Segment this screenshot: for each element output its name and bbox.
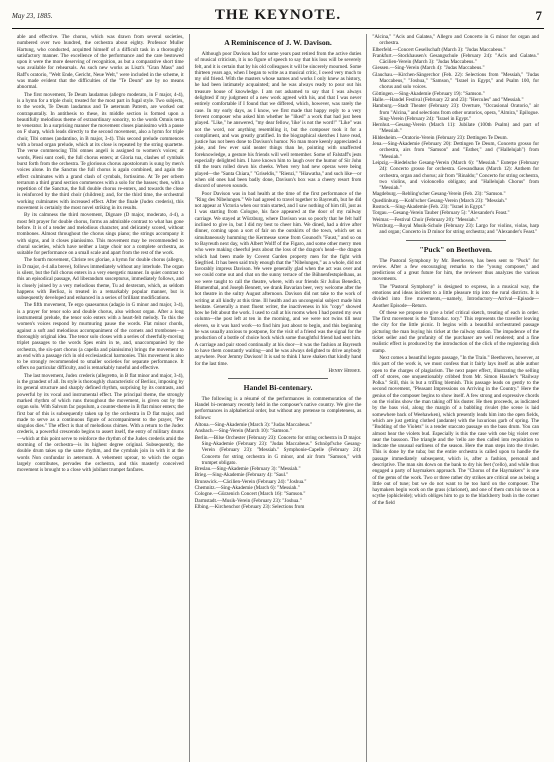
section-divider — [228, 378, 328, 379]
column-middle — [189, 34, 367, 762]
article-paragraph: Although poor Davison had for some years past retired from the active duties of musical criticism, it is no figure of speech to say that his loss will be severely felt, and it is certain that by his old colleagues it will be sincerely mourned. Some thirteen years ago, when I began to write as a musical critic, I owed very much to my old friend. With the masters whose names and works I only knew as history, he had been intimately acquainted; and he was always ready to pour out his treasure house of knowledge. I am not ashamed to say that I was always delighted if my judgment of a new work agreed with his, and that I was never entirely comfortable if I found that we differed, which, however, was rarely the case. In my early days, as I know, we first made that happy reply to a very fervent composer who asked him whether he "liked" a work that had just been played. "Like," he answered, "my dear fellow, 'like' is not the word!" "Like" was not the word, nor anything resembling it, but the composer took it for a compliment, and was greatly gratified. In the biographical sketches I have read, justice has not been done to Davison's humor. No man more keenly appreciated a joke, and few ever said neater things than he, pointing with unaffected foreknowledge, a gesture his friends will well remember. Some of Falstaff's jests especially delighted him. I have known him to laugh over the humor of Sir John till the tears rolled down his cheeks. When very bad new operas were being played—the "Santa Chiara," "Griseldis," "Rienzi," "Hiawatha," and such like—or when old ones had been badly done, Davison's box was a cheery resort from discord of uneven sounds. — [194, 51, 362, 190]
section-divider — [406, 240, 506, 241]
article-intro: The following is a résumé of the performances in commemoration of the Handel bi-centenary recently held in the composer's native country. We give the performances in alphabetical order, but without any pretense to completeness, as follows: — [194, 395, 362, 421]
author-signature: Henry Hersee. — [328, 367, 362, 374]
list-item: Elberfeld.—Concert Gesellschaft (March 3): "Judas Maccabeus." — [372, 46, 506, 53]
list-item: Hamburg.—Stadt Theater (February 23): Overture, "Occasional Oratorio," air from "Alcina," and selections from other oratorios, opera, "Almira," Epilogue. Sing-Verein (February 24): "Israel in Egypt." — [372, 103, 540, 122]
list-item: Rostock.—Sing-Akademie (Feb. 23): "Israel in Egypt." — [372, 204, 486, 211]
list-item: Darmstadt.—Musik-Verein (February 23): "Joshua." — [194, 497, 302, 504]
page-header — [12, 6, 544, 29]
article-paragraph: Of these we propose to give a brief critical sketch, treating of each in order. The first movement is the "Introduc. tory." This represents the traveller leaving the city for the little picnic. It begins with a beautiful orchestrated passage picturing the man buying his ticket at the railway station. The impudence of the ticket seller and the profanity of the purchaser are well rendered; and a fine realistic effect is produced by the introduction of the click of the registering dish stamp. — [372, 309, 540, 354]
columns — [12, 34, 544, 762]
article-title-handel: Handel Bi-centenary. — [243, 382, 313, 392]
list-item: Berlin.—Bilse Orchester (February 23): Concerto for string orchestra in D major. Sing-Akademie (February 23): "Judas Maccabeus." Schnöpf'sche Gesang-Verein (February 23): "Messiah." Symphonie-Capelle (February 24): Concerto for string orchestra in G minor, and air from "Samson," with trumpet obligato. — [194, 434, 362, 466]
list-item: Brunswick.—Cäcilien-Verein (February 24): "Joshua." — [194, 478, 307, 485]
list-item: Göttingen.—Sing-Akademie (February 19): "Samson." — [372, 90, 485, 97]
list-item: Altona.—Sing-Akademie (March 3): "Judas Maccabeus." — [194, 422, 313, 429]
list-item: Jena.—Sing-Akademie (February 20): Dettingen Te Deum, Concerto grosso for orchestra, airs from "Samson" and "Esther," and ("Hallelujah") from "Messiah." — [372, 141, 540, 160]
list-item: Magdeburg.—Rebling'scher Gesang-Verein (Feb. 23): "Samson." — [372, 191, 506, 198]
article-paragraph: The last movement, Judex crederis (allegretto, in B flat minor and major, 3-4), is the grandest of all. Its style is thoroughly characteristic of Berlioz, imposing by its general structure and sharply defined rhythm, surprising by its contrasts, and powerful by its vocal and instrumental effect. The principal theme, the strongly marked rhythm of which runs throughout the movement, is given out by the organ solo. With Salvum fac populum, a counter-theme in B flat minor enters; the first bar of this is subsequently taken up by the orchestra in D flat major, and made to serve as a continuous figure of accompaniment to the prayer, "Per singulos dies." The effect is that of melodious chimes. With a return to the Judex crederis, a powerful crescendo begins to assert itself, the entry of military drums—which at this point serve to reinforce the rhythm of the Judex crederis amid the storming of the orchestra—is its highest degree original. Subsequently, the double drum takes up the same rhythm, and the cymbals join in with it at the words Non confundar in aeternum. A vehement uproar, to which the organ largely contributes, pervades the orchestra, and this masterly conceived movement is brought to a close with jubilant trumpet fanfares. — [17, 372, 184, 474]
article-paragraph: The Pastoral Symphony by Mr. Beethoven, has been sent to "Puck" for review. After a few encouraging remarks to the "young composer," and predictions of a great future for him, the reviewer thus analyzes the various movements. — [372, 257, 540, 283]
page-number: 7 — [535, 8, 542, 23]
list-item: Elbing.—Kirchenchor (February 23): Selections from — [194, 503, 305, 510]
list-item: Würzburg.—Royal Musik-Schule (February 23): Largo for violins, violas, harp and organ; Concerto in D minor for string orchestra; and "Alexander's Feast." — [372, 222, 540, 236]
list-item: Cologne.—Gürzenich Concert (March 16): "Samson." — [194, 491, 306, 498]
article-title-puck: "Puck" on Beethoven. — [419, 244, 492, 254]
list-item: Quedlinburg.—Kohl'scher Gesang-Verein (March 23): "Messiah." — [372, 197, 508, 204]
list-item: Giessen.—Sing-Verein (March 4): "Judas Maccabeus." — [372, 65, 485, 72]
list-item: Hildesheim.—Oratorio-Verein (February 23): Dettingen Te Deum. — [372, 134, 508, 141]
list-item: Weimar.—Festival Choir (February 20): "Messiah." — [372, 216, 478, 223]
list-item: Torgau.—Gesang-Verein Tauber (February 5): "Alexander's Feast." — [372, 210, 510, 217]
article-paragraph: Next comes a beautiful legato passage, "In the Train." Beethoven, however, at this part of the work is, we must confess that it fairly lays itself as able author open to the charges of plagiarism. The next paper effect, illustrating the selling off of stores, one unquestionably cribbed from Mr. Simon Hassler's "Railway Polka." Still, this is but a trifling blemish. This passage leads on gently to the second movement, "Pleasant Impressions on Arriving in the Country." Here the genius of the composer begins to show itself. A few strong and expressive chords on the violins show the man taking off his duster. He then proceeds, as indicated by the bass viol, along the margin of a babbling rivulet (the scene is laid somewhere back of Weehawken), which presently leads him into the open fields, which are just getting clothed (andante) with the luxurious garb of spring. The "Budding of the Violets" is a tender staccato passage on the bass drum. You can almost hear the violets bud. Especially is this the case with one big violet over near the bassoon. The triangle and the 'cello are then called into requisition to indicate the unusual earliness of the season. Here the man steps into the rivulet. This is done by the tuba; but the entire orchestra is called upon to handle the passage immediately subsequent, which is, after a fashion, personal and descriptive. The man sits down on the bank to dry his feet ('cello), and while thus engaged a party of haymakers approach. The "Chorus of the Haymakers" is one of the gems of the work. Two or three rather dry strikes are critical one as being a little out of tune; but we do not want to be too hard on the composer. The haymakers begin work on the grass (clarionet), and one of them cuts his toe on a scythe (ophicleide); which obliges him to go to the blackberry bush in the corner of the field — [372, 354, 540, 506]
list-item: Halle.—Handel Festival (February 22 and 23): "Hercules" and "Messiah." — [372, 96, 524, 103]
list-item: Ansbach.—Sing-Verein (March 10): "Samson." — [194, 428, 292, 435]
article-paragraph: The fourth movement, Christe rex gloriae, a hymn for double chorus (allegro, in D major, 4-4 alla breve), follows immediately without any interlude. The organ is silent, but the full chorus enters in a very energetic manner. In quiet contrast to this an episodical passage, Ad liberandum suscepturus, immediately follows, and is closely joined by a very melodious theme, Tu ad dexteram, which, as seldom happens with Berlioz, is treated in a remarkably popular manner, but is subsequently developed and enhanced in a series of brilliant modifications. — [17, 257, 184, 302]
article-paragraph: able and effective. The chorus, which was drawn from several societies, numbered over two hundred, the orchestra about eighty. Professor Muller Hartung, who conducted, acquitted himself of a difficult task in a thoroughly satisfactory manner. The excellence of the performance and the care bestowed upon it were the more deserving of recognition, as but a comparative short time was available for rehearsals. As such new works as Liszt's "Gran Mass" and Raff's oratorio, "Welt Ende, Gericht, Neue Welt," were included in the scheme, it was made evident that the difficulties of the "Te Deum" are by no means abnormal. — [17, 34, 184, 91]
article-paragraph: The "Pastoral Symphony" is designed to express, in a musical way, the emotions and ideas incident to a little pleasure trip into the rural districts. It is divided into five movements,—namely, Introductory—Arrival—Episode—Another Episode—Return. — [372, 283, 540, 309]
article-title-davison: A Reminiscence of J. W. Davison. — [224, 38, 332, 47]
list-item: Glauchau.—Kirchen-Sängerchor (Feb. 22): Selections from "Messiah," "Judas Maccabeus," "Joshua," "Samson," "Israel in Egypt," and Psalm 100, for chorus and solo voices. — [372, 71, 540, 91]
issue-date: May 23, 1885. — [12, 12, 53, 20]
article-paragraph: By its calmness the third movement, Dignare (D major, moderato, 4-4), a most felt prayer for double chorus, forms an admirable contrast to what has gone before. It is of a tender and melodious character, and delicately scored, without trombones. Almost throughout the chorus sings piano; the strings accompany it with signs, and it closes pianissimo. This movement may be recommended to choral societies, which have neither a large choir nor a complete orchestra, as suitable for performance on a small scale and apart from the rest of the work. — [17, 212, 184, 257]
list-item: Brieg.—Sing-Akademie (February 4): "Saul." — [194, 472, 289, 479]
column-left — [12, 34, 189, 762]
article-paragraph: The first movement, Te Deum laudamus (allegro moderato, in F major, 4-4), is a hymn for a triple choir, treated for the most part in fugal style. Two subjects, to the words, Te Deum laudamus and Te aeternum Patrem, are worked out contrapuntally. In antithesis to these, its middle section is formed upon a beautifully melodious theme of extraordinary sonority, to the words Omnis terra te veneratur. In a surprising manner the movement closes pianissimo with a pause on F sharp, which leads directly to the second movement, also a hymn for triple choir, Tibi omnes (andantino, in B major, 3-4). This second prelude commences with a broad organ prelude, which at its close is repeated by the string quartette. The verse commencing Tibi omnes angeli is assigned to women's voices; at words, Pleni sunt coeli, the full chorus enters; at Gloria tua, clashes of cymbals burst forth from the orchestra. Te gloriosus chorus apostolorum is sung by men's voices alone. In the Sanctus the full chorus is again combined, and again the effect culminates with a grand clash of cymbals, fortissimo. At Te per orbem terrarum a third grand section commences with a solo for the basses; then, with a repetition of the Sanctus, the full double chorus re-enters, and towards the close is reinforced by the third choir (children); and, for the third time, the orchestral working culminates with increased effect. After the finale (Judex crederis), this movement is certainly the most novel striking in its results. — [17, 91, 184, 212]
article-paragraph: The fifth movement, Te ergo quaesumus (adagio in G minor and major, 3-4), is a prayer for tenor solo and double chorus, also without organ. After a long instrumental prelude, the tenor solo enters with a heart-felt melody. To this the women's voices respond by murmuring pause the words. Flat minor chords, against a soft and melodious accompaniment of the cornets and trombones—a thoroughly original idea. The tenor solo closes with a series of cheerfully-moving triplet passages to the words Spes enim in te, and, unaccompanied by the orchestra, the six-part chorus (a capella and pianissimo) brings the movement to an end with a passage rich in old ecclesiastical harmonies. This movement is also to be strongly recommended to smaller societies for separate performance. It offers no particular difficulty, and is remarkably tuneful and effective. — [17, 302, 184, 372]
article-paragraph: Poor Davison was in bad health at the time of the first performance of the "Ring des Nibelungen." We had agreed to travel together to Bayreuth, but he did not appear at Victoria when our train started, and I saw nothing of him till, just as I was starting from Cologne, his face appeared at the door of my railway carriage. We stayed at Würzburg, where Davison was so poorly that he felt half inclined to give in, but I did my best to cheer him. We dined, had a drive after dinner, coming upon a sort of fair on the outskirts of the town, which set us simultaneously humming the Kermesse scene from Gounod's "Faust," and so on to Bayreuth next day, with Albert Wolff of the Figaro, and some other merry men who were making cheerful jests about the loss of the dragon's head—the dragon which had been made by Covent Garden property men for the fight with Siegfried. It has been said truly enough that the "Nibelungen," as a whole, did not favorably impress Davison. We were generally glad when the act was over and we could come out and chat on the sunny terrace of the Bühnenfestspielhaus, as we were taught to call the theatre, where, with our friends Sir Julius Benedict, Blumenthal, and Joseph Bennett, we drank Bavarian beer, very welcome after the hot theatre in the sultry August afternoon. Davison did not take to the work of writing at all kindly at this time. Ill health and an uncongenial subject made him hesitate. Generally a most fluent writer, the inactiveness in his "copy" showed how he felt about the work. I used to call at his rooms when I had posted my own column—the post left at ten in the morning, and we were not twins till near eleven, so it was hard work—to find him just about to begin, and this beginning he was usually anxious to postpone, for the visit of a friend was the signal for the production of a bottle of choice hock which some thoughtful friend had sent him. A carriage and pair stood continually at his door—it was the fashion at Bayreuth to have them constantly waiting—and he was always delighted to drive anybody anywhere. Poor Jemmy Davison! It is sad to think I have shaken that kindly hand for the last time. — [194, 190, 362, 367]
list-item: Leipzig.—Riedelsche Gesang-Verein (March 6): "Messiah." Euterpe (February 24): Concerto grosso for orchestra. Gewandhaus (March 12): Anthem for orchestra, organ and chorus; air from "Rinaldo;" Concerto for string orchestra, two violins, and violoncello obligato; and "Hallelujah Chorus" from "Messiah." — [372, 159, 540, 192]
list-item: Chemnitz.—Sing-Akademie (March 6): "Messiah." — [194, 485, 300, 491]
list-item: Hernhut.—Gesang-Verein (March 11): Jubilate (100th Psalm) and part of "Messiah." — [372, 122, 540, 135]
column-right — [366, 34, 544, 762]
list-item: "Alcina," "Acis and Galatea," Allegro and Concerto in G minor for organ and orchestra. — [372, 34, 540, 47]
list-item: Frankfurt.—Stockhausen's Gesangschule (February 24): "Acis and Galatea." Cäcilien-Verein (March 3): "Judas Maccabeus." — [372, 52, 540, 66]
masthead: THE KEYNOTE. — [214, 7, 342, 23]
list-item: Breslau.—Sing-Akademie (February 3): "Messiah." — [194, 466, 301, 473]
